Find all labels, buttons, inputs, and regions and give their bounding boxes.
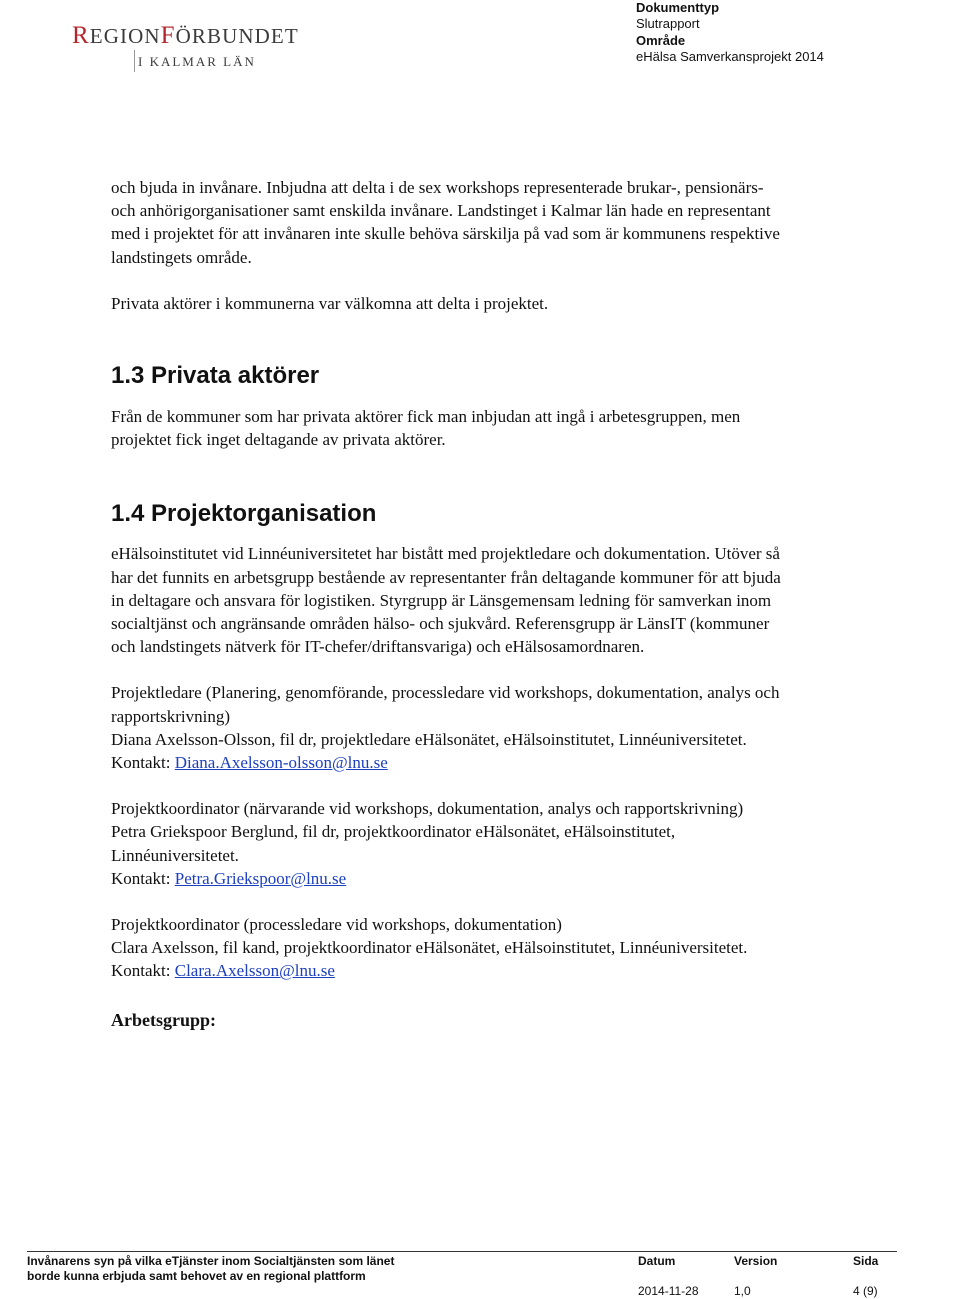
project-leader-role: Projektledare (Planering, genomförande, processledare vid workshops, dokumentation, analys och rapportskrivning) xyxy=(111,683,780,726)
coordinator-1-person: Petra Griekspoor Berglund, fil dr, projektkoordinator eHälsonätet, eHälsoinstitutet, Linnéuniversitetet. xyxy=(111,822,676,865)
logo-wordmark: REGIONFÖRBUNDET xyxy=(72,22,299,49)
footer-rule xyxy=(27,1251,897,1252)
area-value: eHälsa Samverkansprojekt 2014 xyxy=(636,49,824,64)
footer-title-line2: borde kunna erbjuda samt behovet av en regional plattform xyxy=(27,1269,366,1283)
project-leader-email-link[interactable]: Diana.Axelsson-olsson@lnu.se xyxy=(174,753,388,773)
document-meta xyxy=(636,0,824,65)
coordinator-1-role: Projektkoordinator (närvarande vid workshops, dokumentation, analys och rapportskrivning) xyxy=(111,799,744,819)
footer-title xyxy=(27,1254,394,1284)
footer-page-value: 4 (9) xyxy=(853,1284,878,1298)
coordinator-2-person: Clara Axelsson, fil kand, projektkoordinator eHälsonätet, eHälsoinstitutet, Linnéuniversitetet. xyxy=(111,938,748,958)
footer-version-label: Version xyxy=(734,1254,778,1268)
working-group-heading: Arbetsgrupp: xyxy=(111,1009,217,1030)
footer-version-value: 1,0 xyxy=(734,1284,751,1298)
logo-divider xyxy=(134,50,135,72)
heading-1-3: 1.3 Privata aktörer xyxy=(111,362,320,390)
doc-type-label: Dokumenttyp xyxy=(636,0,720,15)
footer-date-value: 2014-11-28 xyxy=(638,1284,699,1298)
document-body xyxy=(111,176,791,1032)
coordinator-2-email-link[interactable]: Clara.Axelsson@lnu.se xyxy=(174,961,335,981)
area-label: Område xyxy=(636,33,686,48)
footer-page-label: Sida xyxy=(853,1254,879,1268)
coordinator-2-role: Projektkoordinator (processledare vid workshops, dokumentation) xyxy=(111,915,562,935)
heading-1-4: 1.4 Projektorganisation xyxy=(111,500,377,528)
coordinator-1-email-link[interactable]: Petra.Griekspoor@lnu.se xyxy=(174,868,347,888)
contact-label: Kontakt: xyxy=(111,753,175,773)
paragraph-private-welcome: Privata aktörer i kommunerna var välkomna att delta i projektet. xyxy=(111,293,549,313)
paragraph-invitation: och bjuda in invånare. Inbjudna att delta i de sex workshops representerade brukar-, pensionärs- och anhörigorganisationer samt enskilda invånare. Landstinget i Kalmar län hade en representant med i projektet för att invånaren inte skulle behöva särskilja på vad som är kommunens respektive landstingets område. xyxy=(111,178,780,267)
paragraph-private-actors: Från de kommuner som har privata aktörer fick man inbjudan att ingå i arbetesgruppen, men projektet fick inget deltagande av privata aktörer. xyxy=(111,407,741,450)
project-leader-contact xyxy=(111,751,791,774)
doc-type-value: Slutrapport xyxy=(636,16,700,31)
paragraph-organisation: eHälsoinstitutet vid Linnéuniversitetet har bistått med projektledare och dokumentation. Utöver så har det funnits en arbetsgrupp bestående av representanter från deltagande kommuner för att bjuda in deltagare och ansvara för logistiken. Styrgrupp är Länsgemensam ledning för samverkan inom socialtjänst och angränsande områden hälso- och sjukvård. Referensgrupp är LänsIT (kommuner och landstingets nätverk för IT-chefer/driftansvariga) och eHälsosamordnaren. xyxy=(111,544,781,657)
coordinator-2-contact xyxy=(111,959,791,982)
logo-subtitle: I KALMAR LÄN xyxy=(138,54,256,69)
footer-date-label: Datum xyxy=(638,1254,676,1268)
contact-label: Kontakt: xyxy=(111,868,175,888)
coordinator-1-contact xyxy=(111,867,791,890)
regionforbundet-logo xyxy=(72,20,304,72)
contact-label: Kontakt: xyxy=(111,961,175,981)
footer-title-line1: Invånarens syn på vilka eTjänster inom Socialtjänsten som länet xyxy=(27,1254,395,1268)
project-leader-person: Diana Axelsson-Olsson, fil dr, projektledare eHälsonätet, eHälsoinstitutet, Linnéuniversitetet. xyxy=(111,729,747,749)
